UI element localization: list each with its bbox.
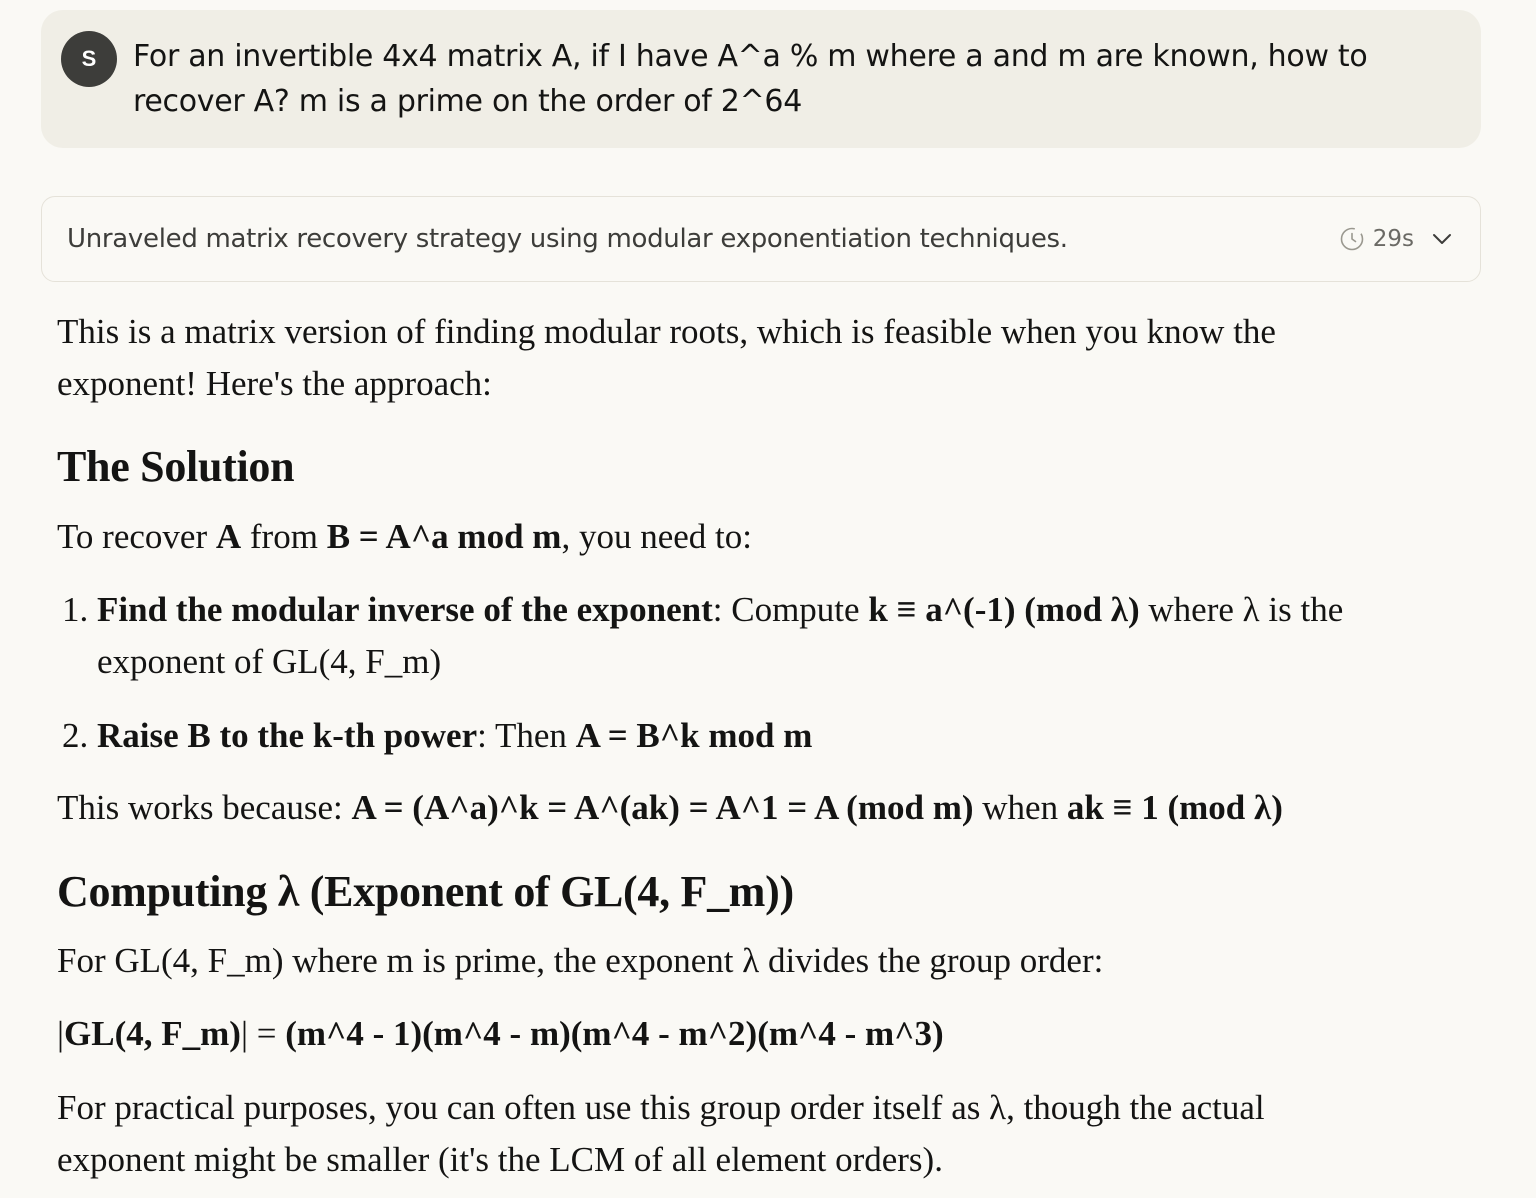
bold-segment: B = A^a mod m bbox=[326, 517, 562, 556]
text-segment: | bbox=[57, 1014, 65, 1053]
step-number: 2. bbox=[62, 716, 89, 755]
heading-computing-lambda: Computing λ (Exponent of GL(4, F_m)) bbox=[57, 867, 794, 916]
text-segment: where λ is the exponent of GL(4, F_m) bbox=[97, 590, 1344, 681]
text-segment: To recover bbox=[57, 517, 216, 556]
bold-segment: A = B^k mod m bbox=[575, 716, 813, 755]
works-because-paragraph bbox=[57, 782, 1477, 834]
step-list-item-2 bbox=[57, 710, 1437, 762]
text-segment: from bbox=[241, 517, 327, 556]
heading-solution: The Solution bbox=[57, 442, 295, 491]
avatar[interactable]: S bbox=[61, 31, 117, 87]
step-title: Raise B to the k-th power bbox=[97, 716, 478, 755]
text-segment: , you need to: bbox=[561, 517, 752, 556]
practical-paragraph: For practical purposes, you can often use this group order itself as λ, though the actual exponent might be smaller (it's the LCM of all element orders). bbox=[57, 1088, 1265, 1179]
bold-segment: ak ≡ 1 (mod λ) bbox=[1066, 788, 1283, 827]
to-recover-paragraph bbox=[57, 511, 1437, 563]
clock-icon bbox=[1339, 226, 1365, 252]
text-segment: This works because: bbox=[57, 788, 352, 827]
chevron-down-icon[interactable] bbox=[1430, 227, 1454, 251]
bold-segment: k ≡ a^(-1) (mod λ) bbox=[868, 590, 1140, 629]
bold-segment: GL(4, F_m) bbox=[64, 1014, 241, 1053]
group-order-formula bbox=[57, 1008, 1437, 1060]
bold-segment: A = (A^a)^k = A^(ak) = A^1 = A (mod m) bbox=[351, 788, 974, 827]
bold-segment: (m^4 - 1)(m^4 - m)(m^4 - m^2)(m^4 - m^3) bbox=[285, 1014, 944, 1053]
user-message-text: For an invertible 4x4 matrix A, if I have A^a % m where a and m are known, how to recover A? m is a prime on the order of 2^64 bbox=[133, 39, 1368, 119]
step-list-item-1 bbox=[57, 584, 1437, 688]
text-segment: | = bbox=[240, 1014, 286, 1053]
thinking-meta[interactable] bbox=[1339, 219, 1454, 259]
step-title: Find the modular inverse of the exponent bbox=[97, 590, 713, 629]
thinking-summary-toggle[interactable] bbox=[41, 196, 1481, 282]
bold-segment: A bbox=[215, 517, 242, 556]
step-number: 1. bbox=[62, 590, 89, 629]
intro-paragraph: This is a matrix version of finding modular roots, which is feasible when you know the exponent! Here's the approach: bbox=[57, 312, 1276, 403]
thinking-duration: 29s bbox=[1372, 226, 1414, 252]
text-segment: : Compute bbox=[712, 590, 869, 629]
text-segment: : Then bbox=[477, 716, 576, 755]
user-message bbox=[41, 10, 1481, 148]
thinking-summary-text: Unraveled matrix recovery strategy using modular exponentiation techniques. bbox=[67, 224, 1068, 254]
group-order-paragraph: For GL(4, F_m) where m is prime, the exponent λ divides the group order: bbox=[57, 941, 1104, 980]
text-segment: when bbox=[973, 788, 1067, 827]
